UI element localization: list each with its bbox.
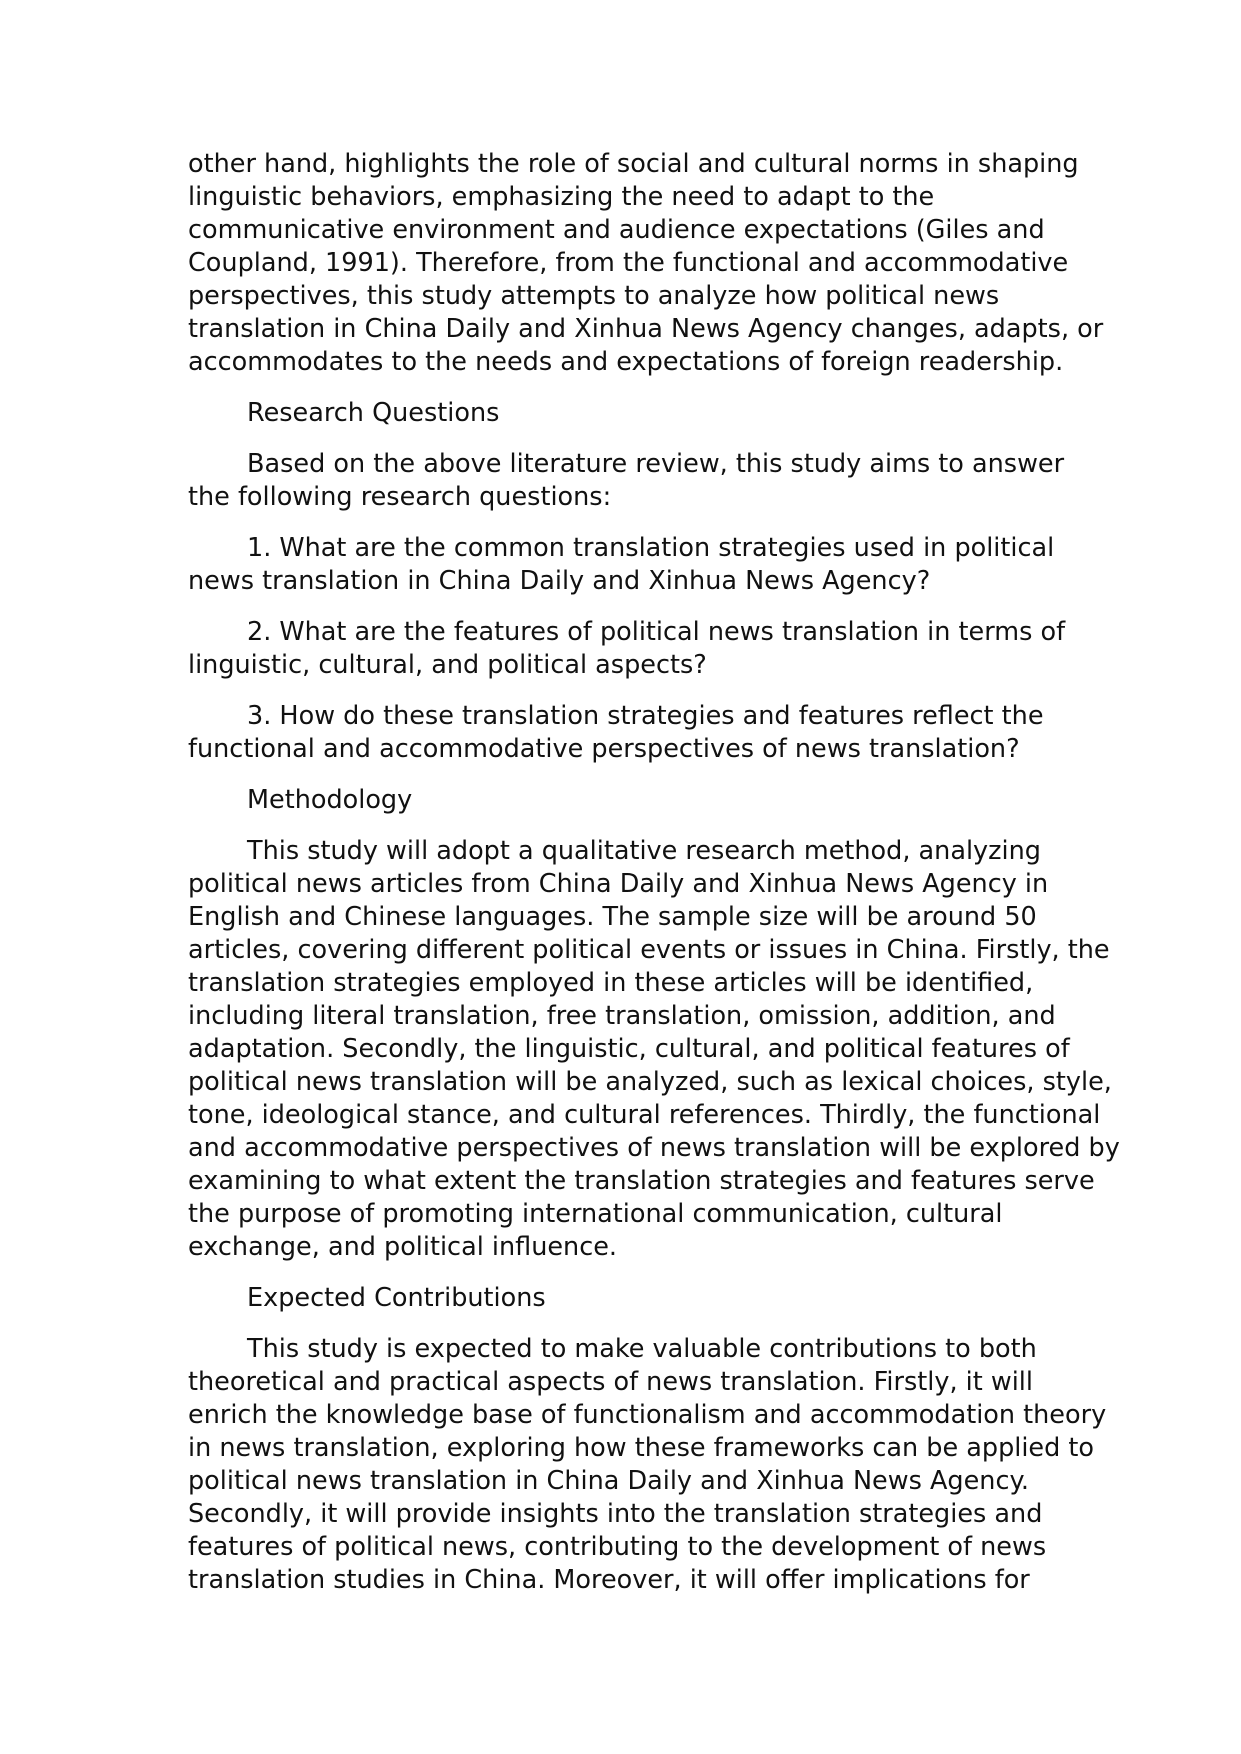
text-line: Based on the above literature review, this study aims to answer bbox=[247, 449, 1065, 479]
text-line: Coupland, 1991). Therefore, from the functional and accommodative bbox=[188, 248, 1069, 278]
text-line: articles, covering different political events or issues in China. Firstly, the bbox=[188, 935, 1110, 965]
text-line: English and Chinese languages. The sample size will be around 50 bbox=[188, 902, 1037, 932]
text-line: translation in China Daily and Xinhua News Agency changes, adapts, or bbox=[188, 314, 1104, 344]
text-line: adaptation. Secondly, the linguistic, cultural, and political features of bbox=[188, 1034, 1070, 1064]
section-heading-research-questions: Research Questions bbox=[247, 398, 500, 428]
text-line: in news translation, exploring how these frameworks can be applied to bbox=[188, 1433, 1095, 1463]
text-line: including literal translation, free translation, omission, addition, and bbox=[188, 1001, 1056, 1031]
expected-contributions-paragraph bbox=[188, 1333, 1107, 1597]
text-line: This study will adopt a qualitative research method, analyzing bbox=[247, 836, 1041, 866]
text-line: and accommodative perspectives of news translation will be explored by bbox=[188, 1133, 1120, 1163]
text-line: examining to what extent the translation strategies and features serve bbox=[188, 1166, 1095, 1196]
text-line: linguistic behaviors, emphasizing the need to adapt to the bbox=[188, 182, 935, 212]
text-line: political news articles from China Daily and Xinhua News Agency in bbox=[188, 869, 1049, 899]
text-line: linguistic, cultural, and political aspects? bbox=[188, 650, 707, 680]
text-line: the following research questions: bbox=[188, 482, 612, 512]
text-line: accommodates to the needs and expectations of foreign readership. bbox=[188, 347, 1064, 377]
text-line: political news translation will be analyzed, such as lexical choices, style, bbox=[188, 1067, 1112, 1097]
text-line: news translation in China Daily and Xinhua News Agency? bbox=[188, 566, 931, 596]
research-question-2 bbox=[188, 616, 1068, 682]
text-line: 2. What are the features of political news translation in terms of bbox=[247, 617, 1066, 647]
text-line: political news translation in China Daily and Xinhua News Agency. bbox=[188, 1466, 1030, 1496]
research-question-3 bbox=[188, 700, 1068, 766]
text-line: translation studies in China. Moreover, it will offer implications for bbox=[188, 1565, 1030, 1595]
document-page bbox=[188, 148, 1120, 1615]
section-heading-methodology: Methodology bbox=[247, 785, 413, 815]
research-questions-intro-paragraph bbox=[188, 448, 1068, 514]
text-line: other hand, highlights the role of social and cultural norms in shaping bbox=[188, 149, 1079, 179]
section-heading-expected-contributions: Expected Contributions bbox=[247, 1283, 546, 1313]
text-line: perspectives, this study attempts to analyze how political news bbox=[188, 281, 1000, 311]
text-line: Secondly, it will provide insights into the translation strategies and bbox=[188, 1499, 1043, 1529]
text-line: exchange, and political influence. bbox=[188, 1232, 618, 1262]
text-line: This study is expected to make valuable contributions to both bbox=[247, 1334, 1037, 1364]
text-line: the purpose of promoting international communication, cultural bbox=[188, 1199, 1003, 1229]
text-line: communicative environment and audience expectations (Giles and bbox=[188, 215, 1045, 245]
intro-paragraph bbox=[188, 148, 1104, 379]
text-line: translation strategies employed in these articles will be identified, bbox=[188, 968, 1034, 998]
text-line: 3. How do these translation strategies and features reflect the bbox=[247, 701, 1044, 731]
methodology-paragraph bbox=[188, 835, 1120, 1264]
text-line: theoretical and practical aspects of news translation. Firstly, it will bbox=[188, 1367, 1033, 1397]
text-line: functional and accommodative perspectives of news translation? bbox=[188, 734, 1020, 764]
text-line: enrich the knowledge base of functionalism and accommodation theory bbox=[188, 1400, 1107, 1430]
text-line: features of political news, contributing to the development of news bbox=[188, 1532, 1047, 1562]
text-line: tone, ideological stance, and cultural references. Thirdly, the functional bbox=[188, 1100, 1101, 1130]
text-line: 1. What are the common translation strategies used in political bbox=[247, 533, 1055, 563]
research-question-1 bbox=[188, 532, 1068, 598]
